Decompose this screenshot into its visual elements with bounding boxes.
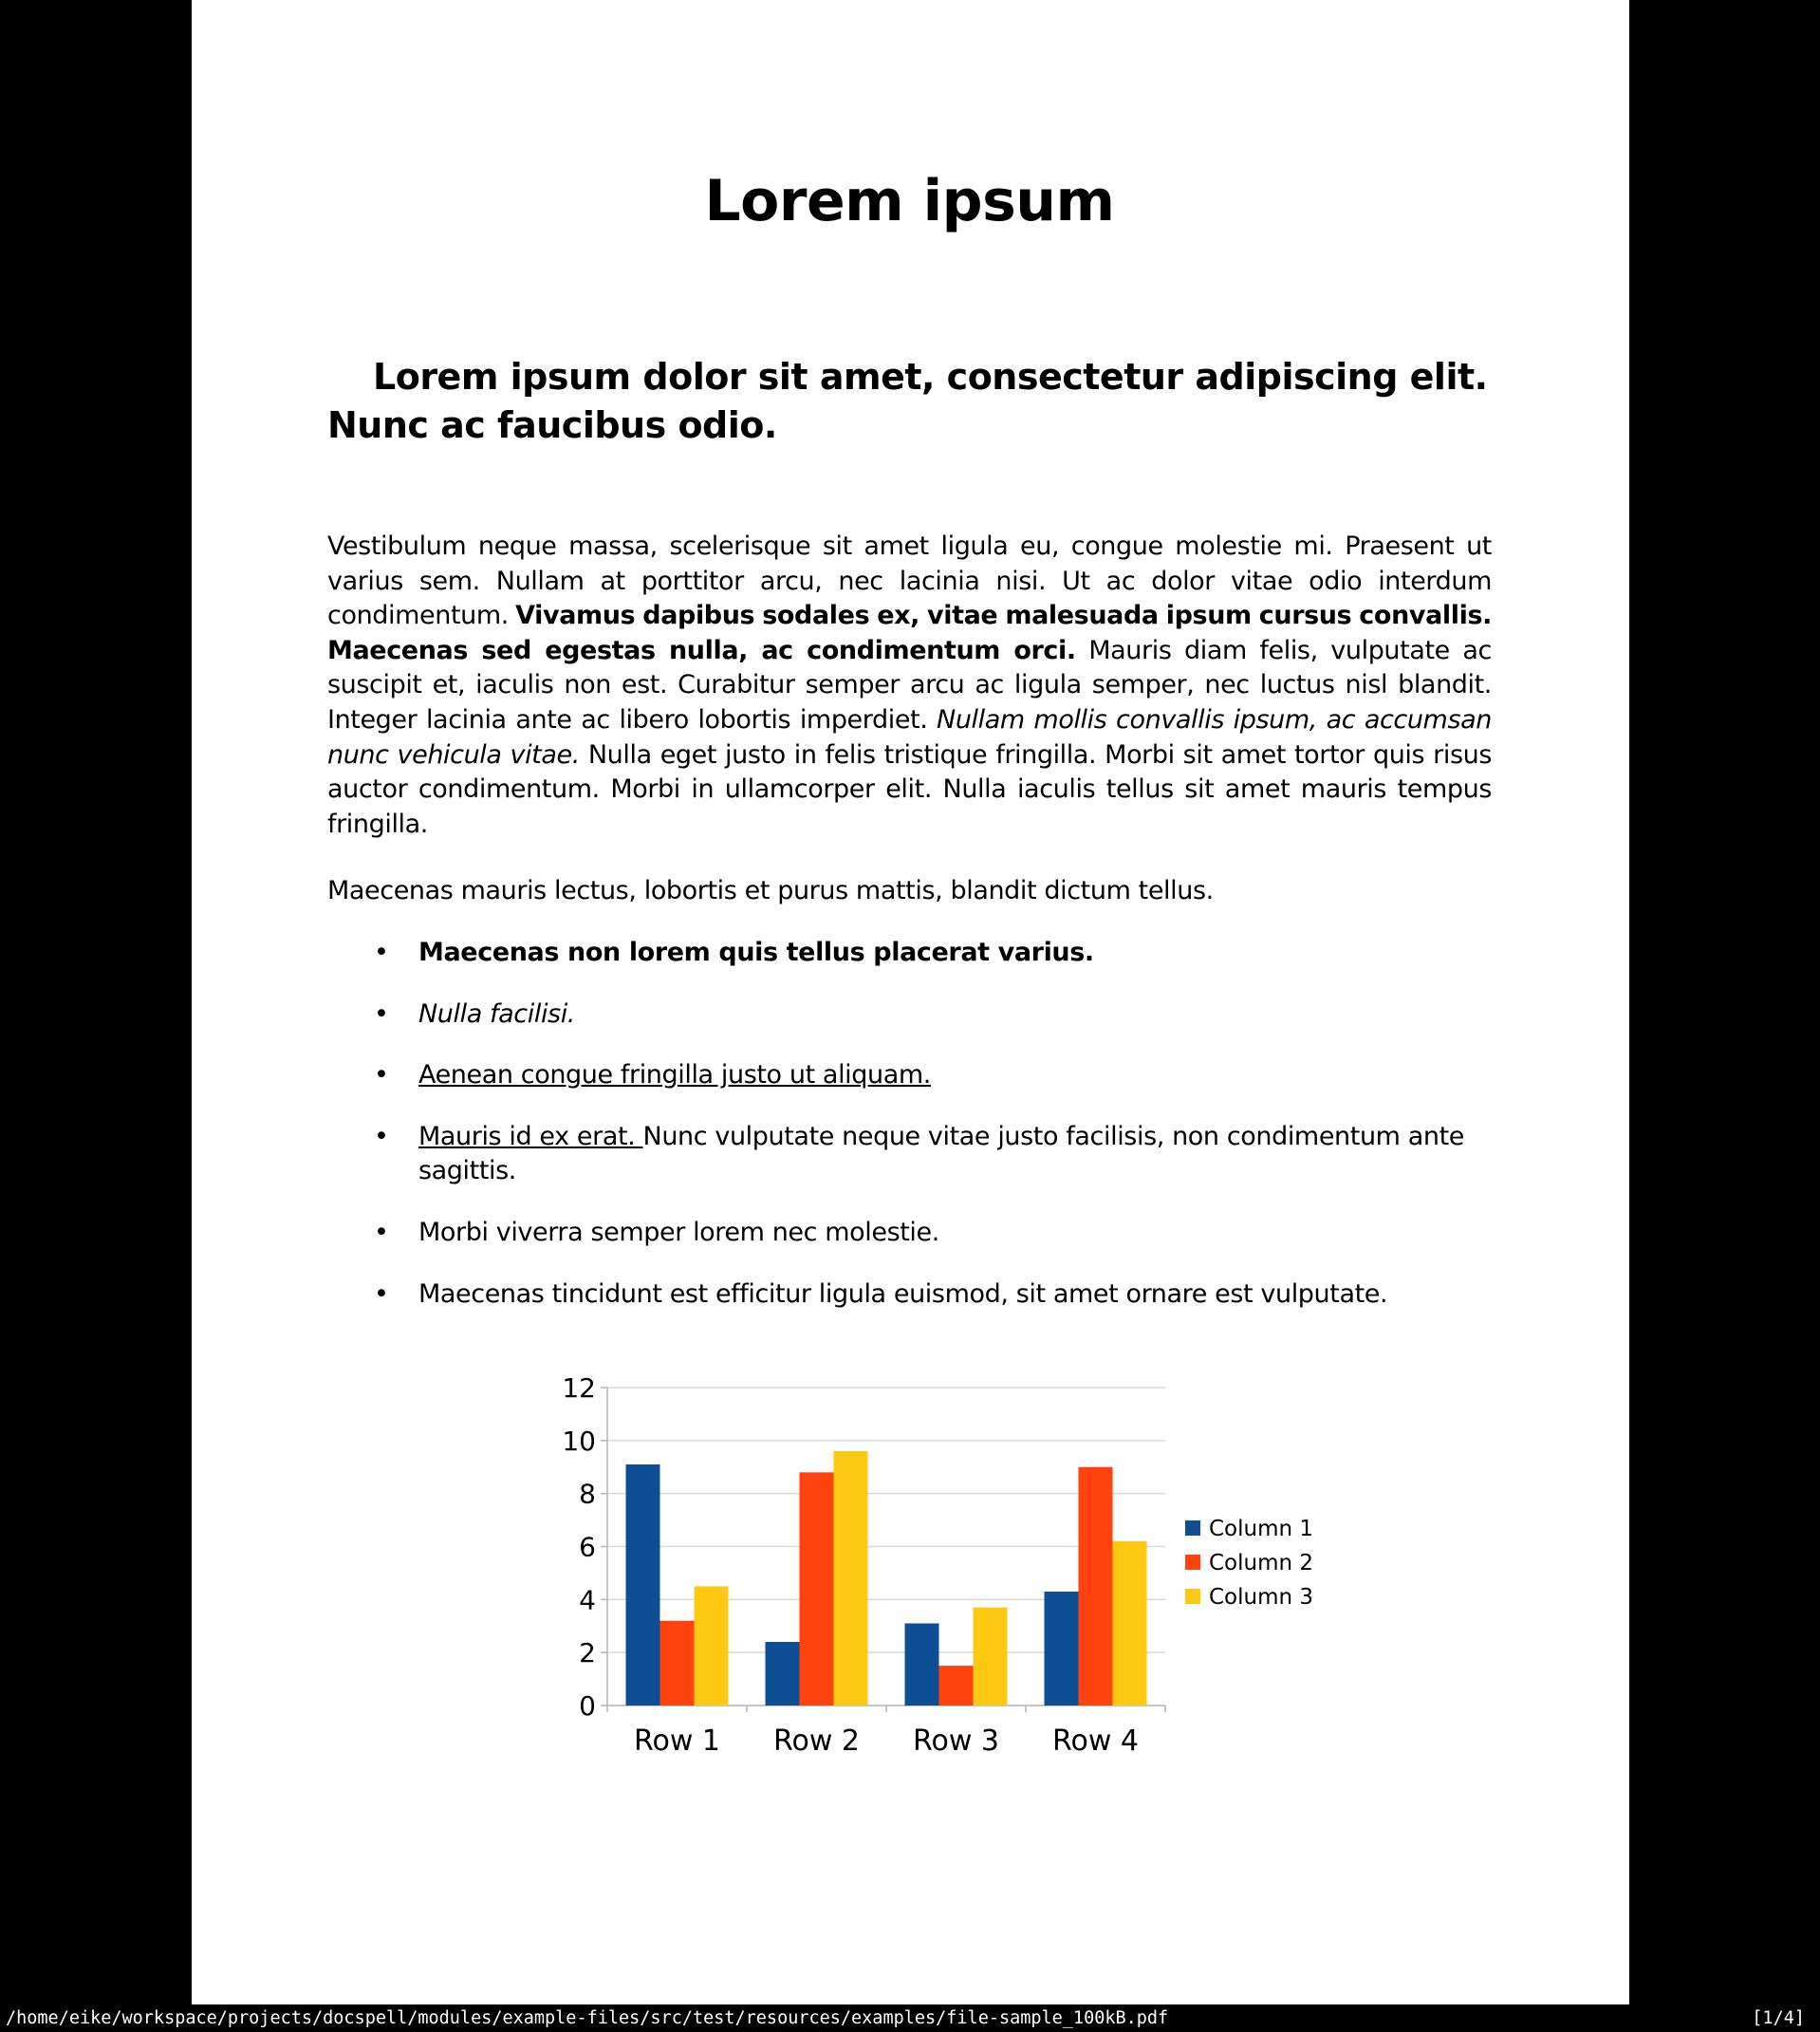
legend-label: Column 2 xyxy=(1209,1551,1314,1576)
bullet-text: Maecenas tincidunt est efficitur ligula euismod, sit amet ornare est vulputate. xyxy=(418,1278,1388,1309)
bullet-item xyxy=(327,1058,1492,1093)
x-category-label: Row 3 xyxy=(912,1724,1000,1759)
y-tick-label: 0 xyxy=(579,1690,596,1723)
bar xyxy=(660,1621,695,1706)
bullet-item xyxy=(327,1277,1492,1313)
paragraph-italic-text: Nullam mollis convallis ipsum, ac accumsan nunc vehicula vitae. xyxy=(327,704,1492,770)
legend-swatch xyxy=(1185,1520,1200,1536)
paragraph-bold-text: Vivamus dapibus sodales ex, vitae malesuada ipsum cursus convallis. Maecenas sed egestas nulla, ac condimentum orci. xyxy=(327,601,1492,665)
bar xyxy=(766,1642,800,1706)
legend-swatch xyxy=(1185,1555,1200,1570)
bar-chart xyxy=(550,1352,1319,1779)
bar xyxy=(834,1451,868,1706)
statusbar xyxy=(0,2004,1820,2032)
y-tick-label: 12 xyxy=(562,1372,596,1405)
y-tick-label: 2 xyxy=(579,1637,596,1669)
document-heading: Lorem ipsum dolor sit amet, consectetur adipiscing elit. Nunc ac faucibus odio. xyxy=(327,356,1488,446)
bullet-bold-text: Maecenas non lorem quis tellus placerat varius. xyxy=(418,937,1094,967)
bar xyxy=(695,1586,729,1706)
bullet-list xyxy=(327,936,1492,1312)
bar xyxy=(1113,1541,1147,1706)
body-paragraph xyxy=(327,530,1492,842)
bar xyxy=(1045,1592,1079,1706)
statusbar-file-path: /home/eike/workspace/projects/docspell/modules/example-files/src/test/resources/examples/file-sample_100kB.pdf xyxy=(6,2008,1169,2028)
x-category-label: Row 2 xyxy=(772,1724,861,1759)
chart-svg xyxy=(550,1352,1319,1779)
bar xyxy=(800,1472,834,1706)
bullet-item xyxy=(327,997,1492,1033)
document-page[interactable] xyxy=(192,0,1629,2004)
y-tick-label: 10 xyxy=(562,1425,596,1457)
bar xyxy=(905,1624,939,1706)
body-paragraph-2: Maecenas mauris lectus, lobortis et purus mattis, blandit dictum tellus. xyxy=(327,876,1214,906)
statusbar-page-indicator: [1/4] xyxy=(1752,2008,1805,2028)
bullet-text: Nunc vulputate neque vitae justo facilisis, non condimentum ante sagittis. xyxy=(418,1121,1464,1186)
legend-swatch xyxy=(1185,1589,1200,1604)
bar xyxy=(974,1608,1008,1706)
paragraph-text: Mauris diam felis, vulputate ac suscipit et, iaculis non est. Curabitur semper arcu ac ligula semper, nec luctus nisl blandit. Integer lacinia ante ac libero lobortis imperdiet. xyxy=(327,635,1492,735)
bar xyxy=(939,1666,974,1706)
bar xyxy=(1079,1467,1113,1706)
document-title: Lorem ipsum xyxy=(704,168,1115,234)
bar xyxy=(626,1464,660,1706)
y-tick-label: 8 xyxy=(579,1478,596,1510)
legend-label: Column 1 xyxy=(1209,1517,1314,1542)
y-tick-label: 4 xyxy=(579,1584,596,1616)
legend-label: Column 3 xyxy=(1209,1585,1314,1611)
y-tick-label: 6 xyxy=(579,1531,596,1563)
paragraph-text: Vestibulum neque massa, scelerisque sit amet ligula eu, congue molestie mi. Praesent ut varius sem. Nullam at porttitor arcu, nec lacinia nisi. Ut ac dolor vitae odio interdum condimentum. xyxy=(327,531,1492,631)
bullet-text: Morbi viverra semper lorem nec molestie. xyxy=(418,1217,939,1247)
bullet-item xyxy=(327,936,1492,971)
bullet-item xyxy=(327,1216,1492,1251)
x-category-label: Row 4 xyxy=(1051,1724,1140,1759)
bullet-item xyxy=(327,1120,1492,1189)
bullet-italic-text: Nulla facilisi. xyxy=(418,998,575,1029)
bullet-underlined-text: Mauris id ex erat. xyxy=(418,1121,643,1151)
paragraph-text: Nulla eget justo in felis tristique fringilla. Morbi sit amet tortor quis risus auctor condimentum. Morbi in ullamcorper elit. Nulla iaculis tellus sit amet mauris tempus fringilla. xyxy=(327,739,1492,839)
x-category-label: Row 1 xyxy=(633,1724,721,1759)
bullet-underlined-text: Aenean congue fringilla justo ut aliquam. xyxy=(418,1060,931,1091)
